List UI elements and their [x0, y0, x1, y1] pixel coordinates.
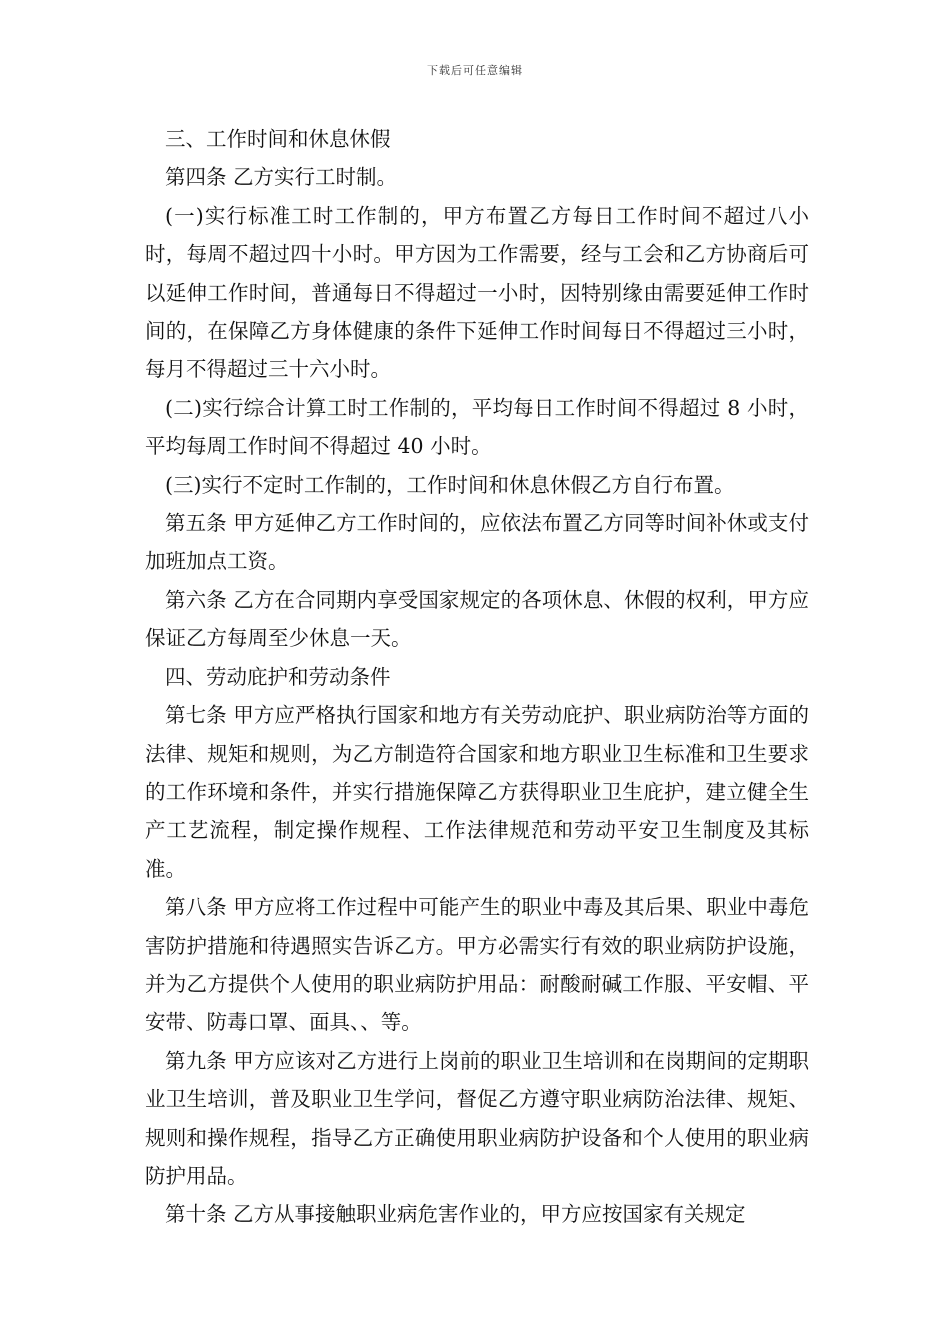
- section-heading-3: 三、工作时间和休息休假: [165, 127, 391, 151]
- article-9: 第九条 甲方应该对乙方进行上岗前的职业卫生培训和在岗期间的定期职业卫生培训，普及职业卫生学问，督促乙方遵守职业病防治法律、规矩、规则和操作规程，指导乙方正确使用职业病防护设备和个人使用的职业病防护用品。: [145, 1048, 809, 1188]
- article-10: 第十条 乙方从事接触职业病危害作业的，甲方应按国家有关规定: [165, 1202, 746, 1227]
- section-heading-4: 四、劳动庇护和劳动条件: [165, 664, 391, 689]
- article-4-item-1: (一)实行标准工时工作制的，甲方布置乙方每日工作时间不超过八小时，每周不超过四十小时。甲方因为工作需要，经与工会和乙方协商后可以延伸工作时间，普通每日不得超过一小时，因特别缘由需要延伸工作时间的，在保障乙方身体健康的条件下延伸工作时间每日不得超过三小时，每月不得超过三十六小时。: [145, 203, 809, 382]
- article-5: 第五条 甲方延伸乙方工作时间的，应依法布置乙方同等时间补休或支付加班加点工资。: [145, 511, 809, 574]
- article-6: 第六条 乙方在合同期内享受国家规定的各项休息、休假的权利，甲方应保证乙方每周至少休息一天。: [145, 587, 809, 651]
- page-header: 下载后可任意编辑: [427, 64, 523, 77]
- article-4-item-3: (三)实行不定时工作制的，工作时间和休息休假乙方自行布置。: [165, 472, 735, 497]
- article-4: 第四条 乙方实行工时制。: [165, 165, 398, 190]
- article-8: 第八条 甲方应将工作过程中可能产生的职业中毒及其后果、职业中毒危害防护措施和待遇照实告诉乙方。甲方必需实行有效的职业病防护设施，并为乙方提供个人使用的职业病防护用品：耐酸耐碱工作服、平安帽、平安带、防毒口罩、面具、、等。: [145, 895, 809, 1035]
- document-body: [145, 120, 809, 1234]
- article-4-item-2: (二)实行综合计算工时工作制的，平均每日工作时间不得超过 8 小时，平均每周工作时间不得超过 40 小时。: [145, 395, 809, 459]
- article-7: 第七条 甲方应严格执行国家和地方有关劳动庇护、职业病防治等方面的法律、规矩和规则，为乙方制造符合国家和地方职业卫生标准和卫生要求的工作环境和条件，并实行措施保障乙方获得职业卫生庇护，建立健全生产工艺流程，制定操作规程、工作法律规范和劳动平安卫生制度及其标准。: [145, 703, 809, 881]
